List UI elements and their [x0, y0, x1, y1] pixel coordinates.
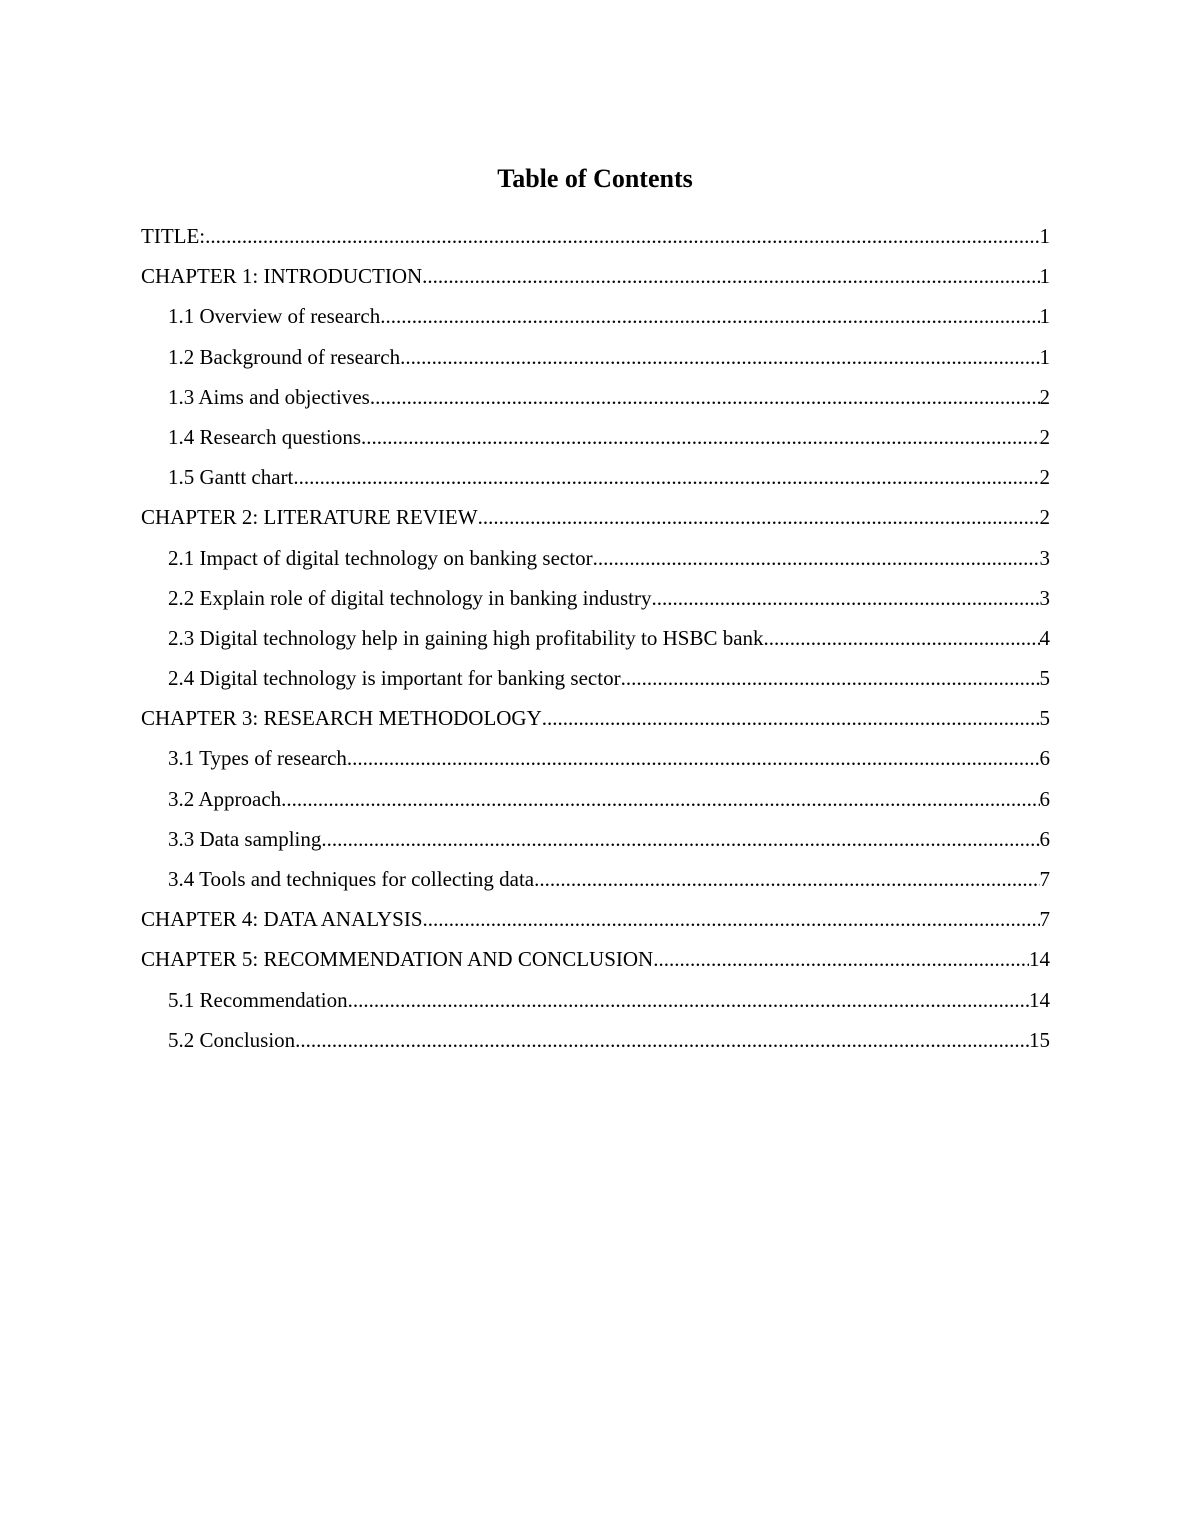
toc-dot-leader	[370, 381, 1040, 413]
toc-entry-label: CHAPTER 5: RECOMMENDATION AND CONCLUSION	[141, 947, 654, 972]
toc-entry-label: CHAPTER 3: RESEARCH METHODOLOGY	[141, 706, 542, 731]
toc-entry-page-number: 5	[1039, 666, 1050, 691]
toc-entry-page-number: 1	[1039, 264, 1050, 289]
toc-entry[interactable]	[141, 943, 1050, 983]
toc-dot-leader	[593, 542, 1040, 574]
toc-entry-page-number: 6	[1039, 746, 1050, 771]
toc-entry-label: 5.2 Conclusion	[168, 1027, 296, 1052]
toc-dot-leader	[321, 823, 1039, 855]
toc-entry-page-number: 1	[1039, 344, 1050, 369]
toc-entry-label: 2.1 Impact of digital technology on banking sector	[168, 545, 593, 570]
toc-entry-page-number: 7	[1039, 907, 1050, 932]
toc-entry-label: 3.1 Types of research	[168, 746, 347, 771]
toc-entry[interactable]	[141, 300, 1050, 340]
toc-entry-page-number: 14	[1029, 987, 1050, 1012]
toc-dot-leader	[652, 582, 1040, 614]
toc-entry-label: CHAPTER 1: INTRODUCTION	[141, 264, 423, 289]
toc-entry-page-number: 15	[1029, 1027, 1050, 1052]
toc-entry-page-number: 3	[1039, 585, 1050, 610]
toc-entry-label: TITLE:	[141, 224, 206, 248]
toc-dot-leader	[478, 501, 1040, 533]
toc-entry-page-number: 5	[1039, 706, 1050, 731]
toc-dot-leader	[281, 783, 1039, 815]
toc-entry-page-number: 2	[1039, 505, 1050, 530]
toc-dot-leader	[423, 903, 1040, 935]
toc-entry-page-number: 3	[1039, 545, 1050, 570]
toc-entry-label: 5.1 Recommendation	[168, 987, 348, 1012]
toc-entry-label: 3.3 Data sampling	[168, 826, 322, 851]
page-title: Table of Contents	[497, 164, 693, 193]
toc-entry-page-number: 2	[1039, 465, 1050, 490]
toc-dot-leader	[653, 943, 1029, 975]
toc-entry[interactable]	[141, 1024, 1050, 1064]
toc-entry[interactable]	[141, 783, 1050, 823]
toc-entry[interactable]	[141, 622, 1050, 662]
toc-entry[interactable]	[141, 260, 1050, 300]
toc-entry-page-number: 6	[1039, 786, 1050, 811]
toc-dot-leader	[347, 742, 1040, 774]
toc-entry[interactable]	[141, 823, 1050, 863]
toc-entry-page-number: 2	[1039, 384, 1050, 409]
toc-entry[interactable]	[141, 702, 1050, 742]
toc-dot-leader	[361, 421, 1039, 453]
toc-dot-leader	[348, 984, 1029, 1016]
toc-entry[interactable]	[141, 863, 1050, 903]
toc-entry-label: 2.2 Explain role of digital technology in banking industry	[168, 585, 652, 610]
toc-entry-label: 1.3 Aims and objectives	[168, 384, 370, 409]
toc-entry-label: 2.4 Digital technology is important for banking sector	[168, 666, 621, 691]
toc-entry-label: 1.4 Research questions	[168, 424, 362, 449]
toc-entry-label: CHAPTER 4: DATA ANALYSIS	[141, 907, 423, 932]
toc-entry-page-number: 4	[1039, 625, 1050, 650]
toc-entry-page-number: 14	[1029, 947, 1050, 972]
toc-dot-leader	[422, 260, 1039, 292]
toc-entry-page-number: 1	[1039, 224, 1050, 248]
toc-entry-label: CHAPTER 2: LITERATURE REVIEW	[141, 505, 478, 530]
toc-entry-label: 2.3 Digital technology help in gaining high profitability to HSBC bank	[168, 625, 764, 650]
toc-entry[interactable]	[141, 501, 1050, 541]
toc-dot-leader	[764, 622, 1040, 654]
toc-entry[interactable]	[141, 903, 1050, 943]
toc-dot-leader	[534, 863, 1039, 895]
toc-entry[interactable]	[141, 421, 1050, 461]
toc-entry[interactable]	[141, 341, 1050, 381]
toc-entry-page-number: 1	[1039, 304, 1050, 329]
toc-entry[interactable]	[141, 220, 1050, 260]
toc-entry[interactable]	[141, 542, 1050, 582]
toc-dot-leader	[380, 300, 1039, 332]
toc-entry-label: 3.2 Approach	[168, 786, 282, 811]
toc-entry-label: 1.5 Gantt chart	[168, 465, 294, 490]
toc-entry-label: 3.4 Tools and techniques for collecting data	[168, 867, 535, 891]
table-of-contents	[141, 220, 1050, 1064]
toc-dot-leader	[293, 461, 1039, 493]
toc-entry[interactable]	[141, 582, 1050, 622]
toc-entry[interactable]	[141, 742, 1050, 782]
toc-dot-leader	[542, 702, 1040, 734]
toc-dot-leader	[400, 341, 1039, 373]
toc-entry-page-number: 6	[1039, 826, 1050, 851]
toc-entry-page-number: 2	[1039, 424, 1050, 449]
toc-entry[interactable]	[141, 461, 1050, 501]
toc-entry[interactable]	[141, 984, 1050, 1024]
toc-entry[interactable]	[141, 381, 1050, 421]
toc-entry-label: 1.1 Overview of research	[168, 304, 381, 329]
toc-dot-leader	[295, 1024, 1029, 1056]
toc-dot-leader	[205, 220, 1039, 252]
toc-entry-page-number: 7	[1039, 867, 1050, 891]
toc-entry[interactable]	[141, 662, 1050, 702]
toc-dot-leader	[621, 662, 1040, 694]
toc-entry-label: 1.2 Background of research	[168, 344, 401, 369]
